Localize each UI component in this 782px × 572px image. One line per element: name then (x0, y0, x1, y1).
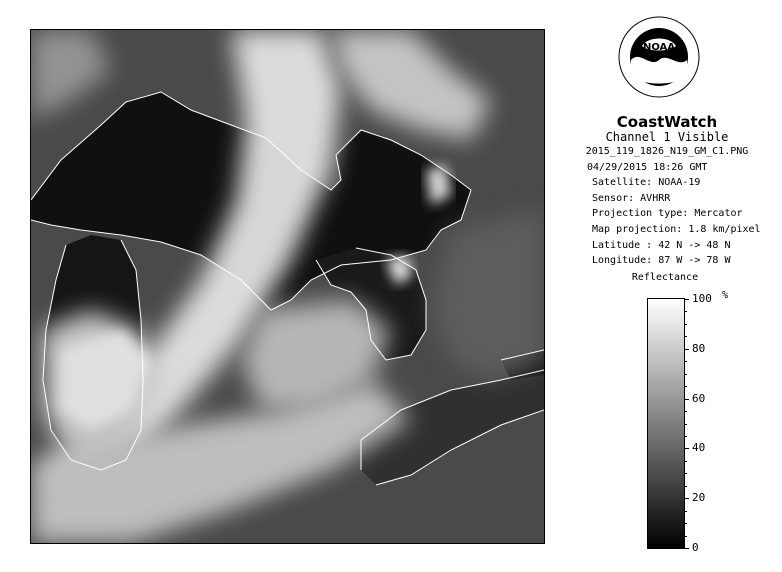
colorbar-minor-tick (684, 336, 687, 337)
colorbar-tick-mark (684, 299, 689, 300)
colorbar-title: Reflectance (631, 272, 699, 283)
colorbar-minor-tick (684, 411, 687, 412)
brand-title: CoastWatch (616, 113, 718, 131)
colorbar-minor-tick (684, 436, 687, 437)
colorbar-minor-tick (684, 311, 687, 312)
colorbar-minor-tick (684, 361, 687, 362)
colorbar-tick-label: 40 (692, 441, 706, 454)
colorbar-tick-mark (684, 498, 689, 499)
map-canvas (31, 30, 544, 543)
longitude-range: Longitude: 87 W -> 78 W (592, 255, 731, 267)
colorbar-minor-tick (684, 486, 687, 487)
image-filename: 2015_119_1826_N19_GM_C1.PNG (585, 146, 749, 157)
colorbar-tick-label: 100 (692, 292, 712, 305)
colorbar-minor-tick (684, 473, 687, 474)
date-time: 04/29/2015 18:26 GMT (587, 161, 708, 173)
colorbar-tick-mark (684, 349, 689, 350)
noaa-center-text: NOAA (642, 42, 676, 53)
noaa-logo (618, 16, 700, 98)
reflectance-colorbar (647, 298, 685, 549)
map-projection: Map projection: 1.8 km/pixel (592, 223, 761, 235)
satellite-label: Satellite: NOAA-19 (592, 177, 701, 189)
colorbar-tick-mark (684, 548, 689, 549)
colorbar-tick-label: 0 (692, 541, 699, 554)
colorbar-minor-tick (684, 523, 687, 524)
colorbar-tick-mark (684, 399, 689, 400)
colorbar-tick-label: 80 (692, 342, 706, 355)
colorbar-minor-tick (684, 324, 687, 325)
colorbar-tick-mark (684, 448, 689, 449)
colorbar-minor-tick (684, 461, 687, 462)
info-panel (562, 114, 772, 269)
sensor-label: Sensor: AVHRR (592, 192, 671, 204)
latitude-range: Latitude : 42 N -> 48 N (592, 239, 731, 251)
colorbar-tick-label: 20 (692, 491, 706, 504)
colorbar-minor-tick (684, 374, 687, 375)
satellite-map (30, 29, 545, 544)
colorbar-minor-tick (684, 511, 687, 512)
colorbar-tick-label: 60 (692, 392, 706, 405)
colorbar-unit: % (722, 290, 729, 301)
noaa-seal-icon (618, 16, 700, 98)
colorbar-minor-tick (684, 386, 687, 387)
channel-label: Channel 1 Visible (605, 130, 729, 144)
colorbar-minor-tick (684, 536, 687, 537)
colorbar-minor-tick (684, 424, 687, 425)
projection-type: Projection type: Mercator (592, 208, 743, 220)
metadata-block (562, 160, 772, 269)
